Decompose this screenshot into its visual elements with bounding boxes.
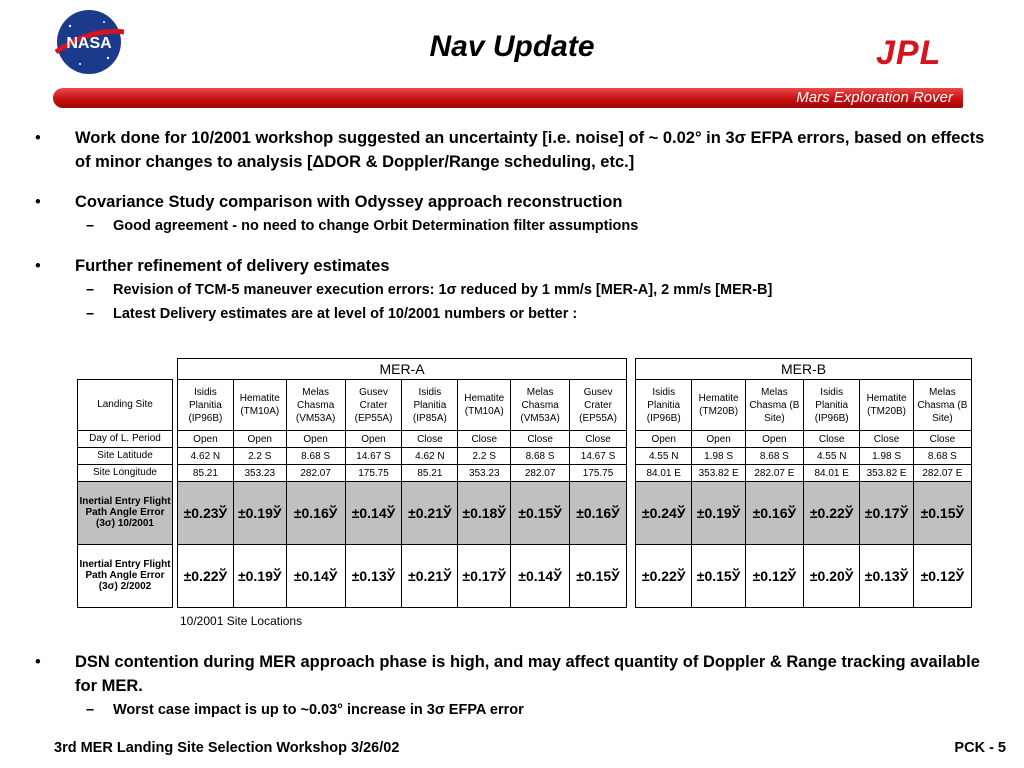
bullet-item: • Further refinement of delivery estimates [33,254,993,278]
table-row [178,448,627,465]
sub-bullet-item: – Good agreement - no need to change Orbit Determination filter assumptions [33,214,993,238]
table-cell: ±0.15Ў [511,482,570,545]
table-cell: 14.67 S [570,448,627,465]
table-cell: ±0.21Ў [402,545,458,608]
row-label: Day of L. Period [78,430,173,447]
table-cell: Isidis Planitia (IP96B) [178,380,234,431]
table-cell: ±0.15Ў [692,545,745,608]
table-cell: 4.62 N [178,448,234,465]
bullet-item: • Work done for 10/2001 workshop suggested an uncertainty [i.e. noise] of ~ 0.02° in 3σ EFPA errors, based on effects of minor changes to analysis [ΔDOR & Doppler/Range scheduling, etc.] [33,126,993,174]
table-row [636,545,972,608]
table-cell: Close [570,431,627,448]
table-cell: Close [913,431,971,448]
table-row [178,545,627,608]
table-cell: ±0.15Ў [913,482,971,545]
mer-a-table [177,358,627,608]
table-cell: Open [178,431,234,448]
table-cell: 85.21 [402,465,458,482]
table-cell: 353.82 E [860,465,913,482]
sub-bullet-item: – Latest Delivery estimates are at level of 10/2001 numbers or better : [33,302,993,326]
table-cell: Close [860,431,913,448]
table-cell: 85.21 [178,465,234,482]
table-cell: 84.01 E [803,465,859,482]
table-row [178,465,627,482]
bullet-item: • DSN contention during MER approach phase is high, and may affect quantity of Doppler & Range tracking available for MER. [33,650,993,698]
table-cell: 4.55 N [803,448,859,465]
table-row [636,380,972,431]
footer-left: 3rd MER Landing Site Selection Workshop 3/26/02 [54,740,400,756]
table-cell: ±0.15Ў [570,545,627,608]
table-row [178,431,627,448]
mer-a-title: MER-A [178,359,627,380]
table-cell: ±0.19Ў [692,482,745,545]
table-cell: 282.07 [286,465,345,482]
table-cell: 4.62 N [402,448,458,465]
title-banner [53,88,963,108]
table-cell: 8.68 S [286,448,345,465]
mer-b-title: MER-B [636,359,972,380]
table-cell: ±0.12Ў [745,545,803,608]
table-cell: Close [803,431,859,448]
table-cell: ±0.17Ў [860,482,913,545]
table-cell: ±0.24Ў [636,482,692,545]
table-cell: 1.98 S [860,448,913,465]
table-cell: Gusev Crater (EP55A) [345,380,402,431]
table-cell: ±0.20Ў [803,545,859,608]
table-cell: Open [636,431,692,448]
table-cell: 282.07 E [913,465,971,482]
table-row [636,482,972,545]
table-cell: Isidis Planitia (IP85A) [402,380,458,431]
table-cell: 4.55 N [636,448,692,465]
table-cell: 8.68 S [913,448,971,465]
table-cell: Melas Chasma (B Site) [745,380,803,431]
table-cell: ±0.14Ў [511,545,570,608]
table-cell: Close [511,431,570,448]
table-cell: Hematite (TM10A) [233,380,286,431]
row-label: Landing Site [78,379,173,430]
table-cell: ±0.14Ў [286,545,345,608]
table-cell: 8.68 S [745,448,803,465]
table-cell: Open [745,431,803,448]
table-cell: Isidis Planitia (IP96B) [803,380,859,431]
table-cell: Open [345,431,402,448]
page-title: Nav Update [429,30,595,63]
jpl-logo: JPL [876,34,942,72]
table-cell: 2.2 S [233,448,286,465]
table-cell: ±0.14Ў [345,482,402,545]
table-row [178,380,627,431]
table-cell: 282.07 [511,465,570,482]
sub-bullet-item: – Worst case impact is up to ~0.03° increase in 3σ EFPA error [33,698,993,722]
table-cell: Melas Chasma (B Site) [913,380,971,431]
banner-text: Mars Exploration Rover [796,89,953,106]
table-cell: ±0.23Ў [178,482,234,545]
footer-page-number: PCK - 5 [954,740,1006,756]
table-row [178,482,627,545]
table-cell: 353.23 [233,465,286,482]
table-cell: ±0.19Ў [233,482,286,545]
table-cell: ±0.21Ў [402,482,458,545]
table-cell: Hematite (TM20B) [860,380,913,431]
table-cell: 282.07 E [745,465,803,482]
table-cell: ±0.12Ў [913,545,971,608]
table-row [636,431,972,448]
table-cell: 84.01 E [636,465,692,482]
table-cell: Gusev Crater (EP55A) [570,380,627,431]
row-label: Site Longitude [78,464,173,481]
table-cell: Open [233,431,286,448]
bullet-list-bottom [33,650,993,722]
table-cell: Close [402,431,458,448]
table-cell: ±0.22Ў [178,545,234,608]
table-cell: 14.67 S [345,448,402,465]
table-cell: ±0.13Ў [860,545,913,608]
table-cell: Hematite (TM20B) [692,380,745,431]
table-cell: Melas Chasma (VM53A) [286,380,345,431]
nasa-logo-text: NASA [66,35,112,52]
table-cell: ±0.16Ў [570,482,627,545]
table-cell: Isidis Planitia (IP96B) [636,380,692,431]
table-cell: 175.75 [345,465,402,482]
table-cell: Open [286,431,345,448]
bullet-item: • Covariance Study comparison with Odyssey approach reconstruction [33,190,993,214]
table-cell: 1.98 S [692,448,745,465]
table-cell: Melas Chasma (VM53A) [511,380,570,431]
table-cell: Hematite (TM10A) [458,380,511,431]
table-cell: ±0.17Ў [458,545,511,608]
table-row [636,448,972,465]
table-cell: ±0.22Ў [636,545,692,608]
row-label-table [77,358,173,608]
mer-b-table [635,358,972,608]
table-cell: 175.75 [570,465,627,482]
table-cell: ±0.22Ў [803,482,859,545]
table-row [636,465,972,482]
table-cell: ±0.16Ў [286,482,345,545]
row-label: Site Latitude [78,447,173,464]
table-cell: 353.82 E [692,465,745,482]
table-cell: ±0.16Ў [745,482,803,545]
table-cell: Close [458,431,511,448]
sub-bullet-item: – Revision of TCM-5 maneuver execution errors: 1σ reduced by 1 mm/s [MER-A], 2 mm/s [MER-B] [33,278,993,302]
row-label: Inertial Entry Flight Path Angle Error (3σ) 2/2002 [78,544,173,607]
table-caption: 10/2001 Site Locations [180,614,303,628]
table-cell: 2.2 S [458,448,511,465]
table-cell: Open [692,431,745,448]
table-cell: ±0.19Ў [233,545,286,608]
table-cell: 8.68 S [511,448,570,465]
table-cell: 353.23 [458,465,511,482]
table-cell: ±0.13Ў [345,545,402,608]
table-cell: ±0.18Ў [458,482,511,545]
bullet-list [33,126,993,326]
row-label: Inertial Entry Flight Path Angle Error (3σ) 10/2001 [78,481,173,544]
